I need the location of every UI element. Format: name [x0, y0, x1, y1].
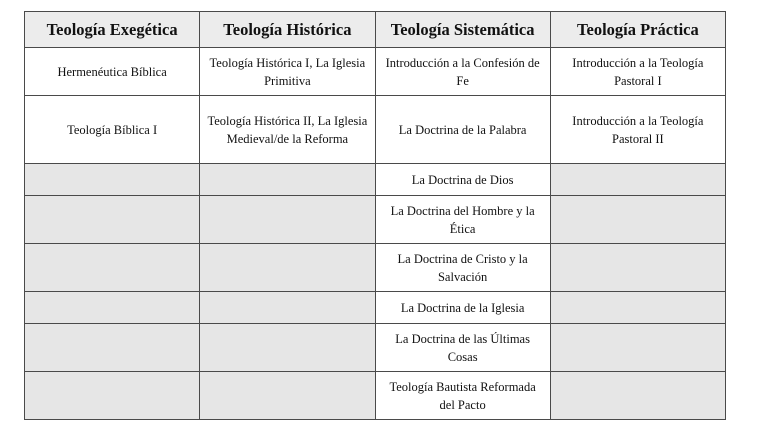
table-cell: Teología Bautista Reformada del Pacto [375, 372, 550, 420]
table-row [25, 196, 726, 244]
empty-cell [25, 164, 200, 196]
table-row [25, 292, 726, 324]
table-cell: La Doctrina del Hombre y la Ética [375, 196, 550, 244]
table-cell: Introducción a la Teología Pastoral I [550, 48, 725, 96]
table-row [25, 244, 726, 292]
table-row [25, 372, 726, 420]
table-cell: Teología Histórica II, La Iglesia Medieval/de la Reforma [200, 96, 375, 164]
table-row [25, 96, 726, 164]
empty-cell [200, 292, 375, 324]
header-row [25, 12, 726, 48]
empty-cell [200, 244, 375, 292]
table-row [25, 164, 726, 196]
empty-cell [200, 324, 375, 372]
empty-cell [550, 292, 725, 324]
empty-cell [25, 196, 200, 244]
empty-cell [25, 372, 200, 420]
table-cell: La Doctrina de la Palabra [375, 96, 550, 164]
empty-cell [550, 196, 725, 244]
column-header-historica: Teología Histórica [200, 12, 375, 48]
empty-cell [200, 196, 375, 244]
table-cell: Introducción a la Confesión de Fe [375, 48, 550, 96]
table-cell: Teología Histórica I, La Iglesia Primitiva [200, 48, 375, 96]
column-header-practica: Teología Práctica [550, 12, 725, 48]
table-row [25, 324, 726, 372]
table-cell: Introducción a la Teología Pastoral II [550, 96, 725, 164]
curriculum-table [24, 11, 726, 420]
empty-cell [25, 244, 200, 292]
empty-cell [550, 244, 725, 292]
empty-cell [25, 324, 200, 372]
table-cell: Hermenéutica Bíblica [25, 48, 200, 96]
empty-cell [200, 164, 375, 196]
empty-cell [550, 372, 725, 420]
table-cell: La Doctrina de Cristo y la Salvación [375, 244, 550, 292]
column-header-sistematica: Teología Sistemática [375, 12, 550, 48]
empty-cell [550, 324, 725, 372]
empty-cell [200, 372, 375, 420]
table-cell: La Doctrina de la Iglesia [375, 292, 550, 324]
empty-cell [25, 292, 200, 324]
empty-cell [550, 164, 725, 196]
column-header-exegetica: Teología Exegética [25, 12, 200, 48]
table-row [25, 48, 726, 96]
table-cell: La Doctrina de las Últimas Cosas [375, 324, 550, 372]
table-cell: Teología Bíblica I [25, 96, 200, 164]
table-cell: La Doctrina de Dios [375, 164, 550, 196]
